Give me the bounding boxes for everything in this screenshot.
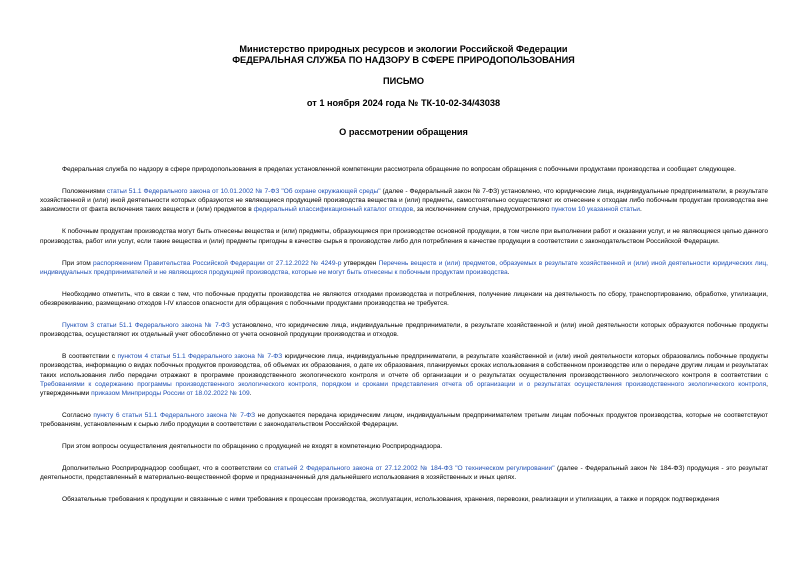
paragraph-text: не допускается передача юридическим лицом, индивидуальным предпринимателем третьим лицам побочных продуктов производства, которые не соответствуют требованиям, установленным к сырью либо продукции в соответствии с законодательством Российской Федерации. (40, 412, 768, 429)
document-link[interactable]: Требованиями к содержанию программы производственного экологического контроля, порядком и сроками представления отчета об организации и о результатах осуществления производственного экологического контроля (40, 380, 767, 388)
document-date-number: от 1 ноября 2024 года № ТК-10-02-34/43038 (306, 98, 501, 108)
paragraph (40, 464, 768, 482)
paragraph (40, 321, 768, 339)
document-link[interactable]: пункту 6 статьи 51.1 Федерального закона № 7-ФЗ (93, 412, 256, 420)
paragraph (40, 411, 768, 429)
document-link[interactable]: статьи 51.1 Федерального закона от 10.01.2002 № 7-ФЗ "Об охране окружающей среды" (106, 188, 381, 195)
paragraph (40, 227, 768, 245)
paragraph-text: К побочным продуктам производства могут быть отнесены вещества и (или) предметы, образующиеся при производстве основной продукции, в том числе при выполнении работ и оказании услуг, и не являющиеся целью данного производства, работ или услуг, если такие вещества и (или) предметы пригодны в качестве сырья в производстве либо для потребления в качестве продукции в соответствии с законодательством Российской Федерации. (40, 228, 768, 245)
paragraph-text: , за исключением случая, предусмотренного (413, 206, 552, 214)
service-name: ФЕДЕРАЛЬНАЯ СЛУЖБА ПО НАДЗОРУ В СФЕРЕ ПРИРОДОПОЛЬЗОВАНИЯ (232, 55, 575, 65)
paragraph-text: (далее - Федеральный закон № 7-ФЗ) установлено, что юридические лица, индивидуальные предприниматели, в результате хозяйственной и (или) иной деятельности которых образуются не являющиеся продукцией производства вещества и (или) предметы, самостоятельно осуществляют их отнесение к отходам либо побочным продуктам производства вне зависимости от факта включения таких веществ и (или) предметов в (40, 188, 768, 214)
paragraph-text: Обязательные требования к продукции и связанные с ними требования к процессам производства, эксплуатации, использования, хранения, перевозки, реализации и утилизации, а также и порядок подтверждения (62, 496, 720, 504)
paragraph-text: . (639, 206, 642, 214)
paragraph-text: Федеральная служба по надзору в сфере природопользования в пределах установленной компетенции рассмотрела обращение по вопросам обращения с побочными продуктами производства и сообщает следующее. (62, 166, 736, 173)
paragraph-text: утвержден (341, 259, 379, 267)
paragraph (40, 495, 768, 504)
paragraph-text: Положениями (62, 188, 107, 195)
paragraph-text: В соответствии с (62, 353, 118, 361)
paragraph-text: Согласно (62, 412, 94, 420)
paragraph (40, 165, 768, 174)
paragraph-text: . (249, 390, 252, 398)
paragraph (40, 442, 768, 451)
document-link[interactable]: статьей 2 Федерального закона от 27.12.2002 № 184-ФЗ "О техническом регулировании" (273, 465, 555, 473)
document-type: ПИСЬМО (382, 76, 425, 86)
ministry-name: Министерство природных ресурсов и экологии Российской Федерации (239, 44, 568, 54)
document-subject: О рассмотрении обращения (339, 127, 468, 137)
document-link[interactable]: пунктом 10 указанной статьи (551, 206, 640, 214)
document-header (0, 44, 807, 66)
document-link[interactable]: федеральный классификационный каталог отходов (253, 206, 414, 214)
paragraph (40, 290, 768, 308)
paragraph-text: При этом вопросы осуществления деятельности по обращению с продукцией не входят в компетенцию Росприроднадзора. (62, 443, 443, 451)
paragraph-text: юридические лица, индивидуальные предприниматели, в результате хозяйственной и (или) иной деятельности которых образовались побочные продукты производства, информацию о видах побочных продуктов производства, об объемах их образования, о дате их образования, планируемых сроках использования в собственном производстве или о передаче другим лицам и результатах таких использования либо передачи отражают в программе производственного экологического контроля и отчете об организации и о результатах осуществления производственного экологического контроля в соответствии с (40, 353, 768, 379)
document-link[interactable]: Перечень веществ и (или) предметов, образуемых в результате хозяйственной и (или) иной деятельности юридических лиц, индивидуальных предпринимателей и не являющихся продукцией производства, которые не могут быть отнесены к побочным продуктам производства (40, 259, 769, 276)
document-link[interactable]: распоряжением Правительства Российской Федерации от 27.12.2022 № 4249-р (93, 259, 342, 267)
document-link[interactable]: приказом Минприроды России от 18.02.2022 № 109 (91, 390, 250, 398)
document-link[interactable]: Пунктом 3 статьи 51.1 Федерального закона № 7-ФЗ (62, 322, 230, 330)
paragraph-text: Необходимо отметить, что в связи с тем, что побочные продукты производства не являются отходами производства и потребления, получение лицензии на деятельность по сбору, транспортированию, обработке, утилизации, обезвреживанию, размещению отходов I-IV классов опасности для обращения с побочными продуктами производства не требуется. (40, 290, 768, 308)
paragraph (40, 259, 768, 277)
paragraph-text: . (507, 268, 510, 276)
paragraph (40, 352, 768, 398)
paragraph-text: При этом (62, 259, 94, 267)
paragraph-text: , утвержденными (40, 380, 768, 398)
document-body (40, 165, 768, 517)
paragraph-text: установлено, что юридические лица, индивидуальные предприниматели, в результате хозяйственной и (или) иной деятельности которых образуются побочные продукты производства, осуществляют их отдельный учет обособленно от учета основной продукции производства и отходов. (40, 322, 768, 339)
document-link[interactable]: пунктом 4 статьи 51.1 Федерального закона № 7-ФЗ (117, 353, 283, 361)
paragraph (40, 187, 768, 215)
paragraph-text: Дополнительно Росприроднадзор сообщает, что в соответствии со (62, 465, 274, 473)
paragraph-text: (далее - Федеральный закон № 184-ФЗ) продукция - это результат деятельности, представленный в материально-вещественной форме и предназначенный для дальнейшего использования в хозяйственных и иных целях. (40, 465, 768, 482)
